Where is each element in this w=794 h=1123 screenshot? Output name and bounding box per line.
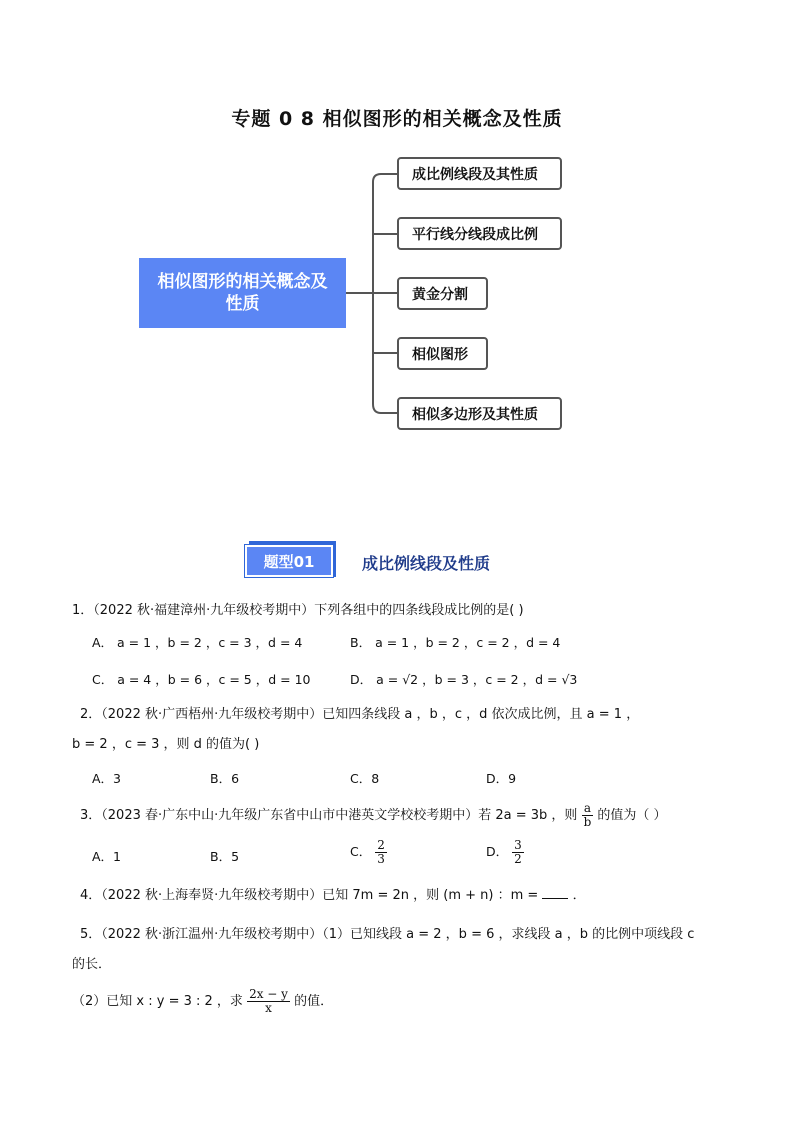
mindmap-root-label: 相似图形的相关概念及性质 bbox=[157, 272, 328, 314]
question-5-stem-line2: 的长． bbox=[72, 957, 112, 972]
question-5-stem-line1: 5．（2022 秋·浙江温州·九年级校考期中）（1）已知线段 a = 2 ，b = 6 ，求线段 a ，b 的比例中项线段 c bbox=[80, 927, 695, 942]
mindmap-branch-5: 相似多边形及其性质 bbox=[397, 397, 562, 430]
question-1-stem: 1．（2022 秋·福建漳州·九年级校考期中）下列各组中的四条线段成比例的是( ) bbox=[72, 603, 524, 618]
q2-option-b: B．6 bbox=[210, 771, 240, 786]
q1-option-a: A． a = 1 ，b = 2 ，c = 3 ，d = 4 bbox=[92, 635, 303, 650]
question-2-stem-line1: 2．（2022 秋·广西梧州·九年级校考期中）已知四条线段 a ，b ，c ，d 依次成比例，且 a = 1 ， bbox=[80, 707, 640, 722]
mindmap-root bbox=[139, 258, 346, 328]
mindmap-branch-2: 平行线分线段成比例 bbox=[397, 217, 562, 250]
section-badge: 题型01 bbox=[245, 545, 333, 577]
question-4-stem: 4．（2022 秋·上海奉贤·九年级校考期中）已知 7m = 2n ，则 (m + n) ：m = ． bbox=[80, 888, 586, 903]
q2-option-a: A．3 bbox=[92, 771, 122, 786]
q2-option-c: C．8 bbox=[350, 771, 380, 786]
q5-fraction: $\frac{2x - y}{x}$ bbox=[249, 987, 288, 1015]
q3-option-b: B．5 bbox=[210, 849, 240, 864]
q3-option-a: A．1 bbox=[92, 849, 122, 864]
answer-blank[interactable] bbox=[542, 886, 568, 899]
q3-option-d: D． $\frac{3}{2}$ bbox=[486, 838, 522, 866]
q1-option-d: D． a = √2 ，b = 3 ，c = 2 ，d = √3 bbox=[350, 672, 578, 687]
page-title: 专题 0 8 相似图形的相关概念及性质 bbox=[231, 108, 563, 130]
q2-option-d: D．9 bbox=[486, 771, 517, 786]
q3-option-c: C． $\frac{2}{3}$ bbox=[350, 838, 385, 866]
question-5-part-2: （2）已知 x : y = 3 : 2 ，求 $\frac{2x - y}{x}$ 的值． bbox=[72, 987, 334, 1015]
question-2-stem-line2: b = 2 ，c = 3 ，则 d 的值为( ) bbox=[72, 737, 260, 752]
q1-option-b: B． a = 1 ，b = 2 ，c = 2 ，d = 4 bbox=[350, 635, 561, 650]
q1-option-c: C． a = 4 ，b = 6 ，c = 5 ，d = 10 bbox=[92, 672, 311, 687]
mindmap-branch-1: 成比例线段及其性质 bbox=[397, 157, 562, 190]
section-title: 成比例线段及性质 bbox=[362, 554, 491, 573]
question-3-stem: 3．（2023 春·广东中山·九年级广东省中山市中港英文学校校考期中）若 2a = 3b ，则 $\frac{a}{b}$ 的值为（ ） bbox=[80, 801, 667, 829]
q3-fraction: $\frac{a}{b}$ bbox=[583, 801, 592, 829]
mindmap-branch-3: 黄金分割 bbox=[397, 277, 488, 310]
mindmap-branch-4: 相似图形 bbox=[397, 337, 488, 370]
